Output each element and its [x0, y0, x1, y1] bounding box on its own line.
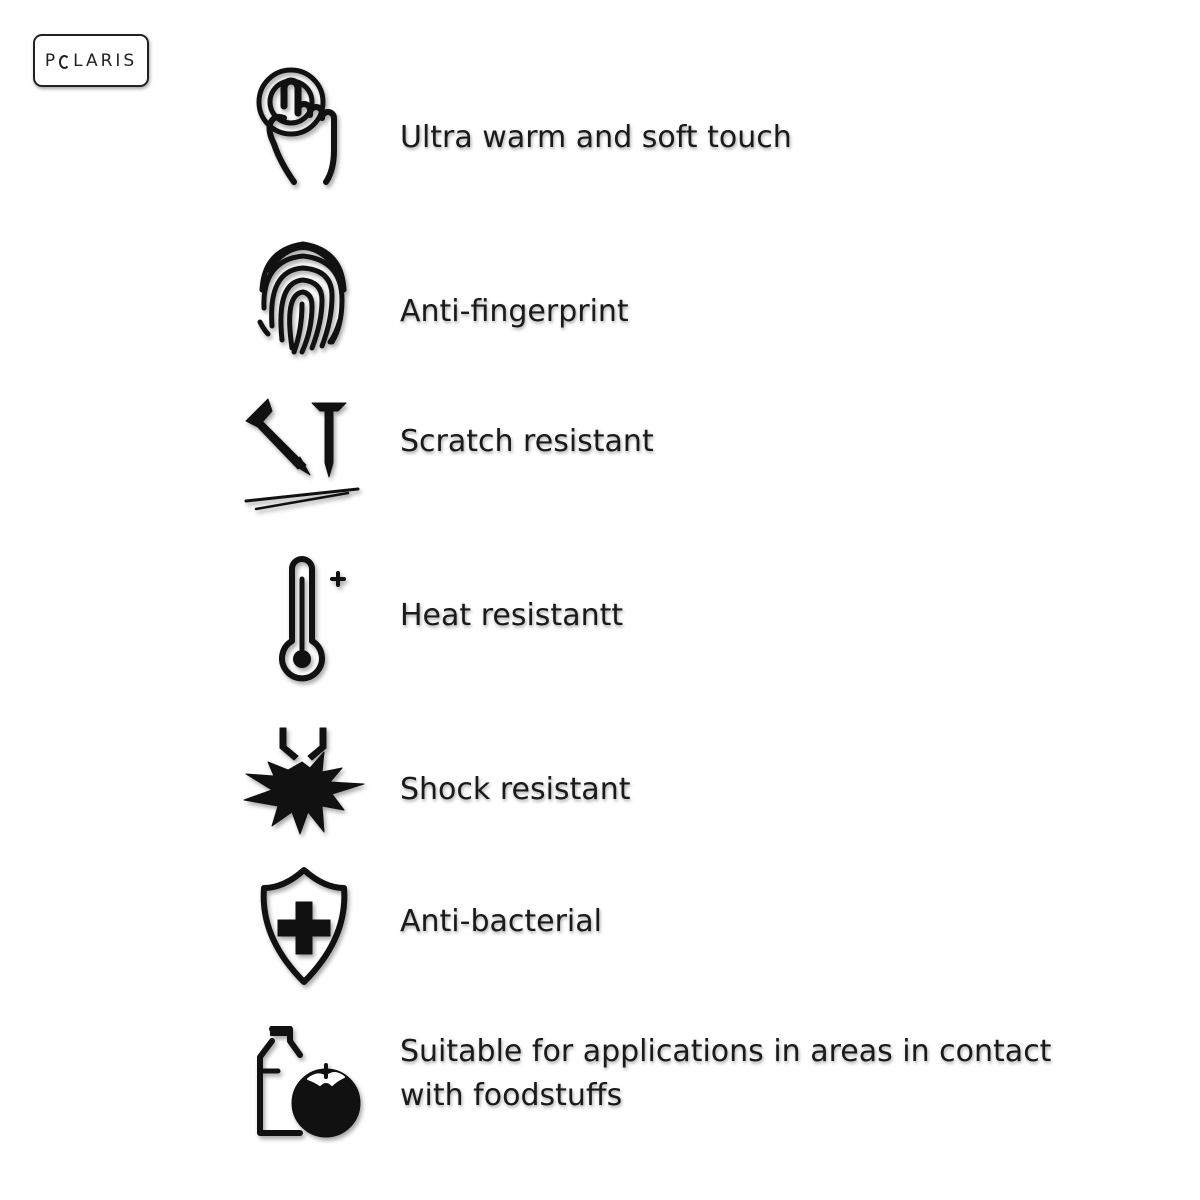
feature-label-food-contact-line2: with foodstuffs — [400, 1078, 623, 1113]
feature-label-shock-resistant: Shock resistant — [400, 772, 631, 807]
scratch-nail-icon — [238, 393, 368, 523]
feature-label-soft-touch: Ultra warm and soft touch — [400, 120, 792, 155]
food-bottle-tomato-icon — [238, 1015, 368, 1145]
feature-label-heat-resistant: Heat resistantt — [400, 598, 624, 633]
shield-cross-icon — [238, 858, 368, 988]
logo-text-end: LARIS — [73, 50, 138, 71]
brand-logo — [33, 34, 149, 87]
feature-label-food-contact-line1: Suitable for applications in areas in contact — [400, 1034, 1052, 1069]
fingerprint-icon — [238, 230, 368, 360]
feature-label-anti-fingerprint: Anti-fingerprint — [400, 294, 629, 329]
feature-label-anti-bacterial: Anti-bacterial — [400, 904, 602, 939]
touch-icon — [238, 58, 368, 188]
logo-o-mark — [59, 55, 70, 69]
thermometer-icon — [238, 555, 368, 685]
feature-label-scratch-resistant: Scratch resistant — [400, 424, 654, 459]
logo-text-start: P — [44, 50, 59, 71]
shock-burst-icon — [238, 722, 368, 852]
